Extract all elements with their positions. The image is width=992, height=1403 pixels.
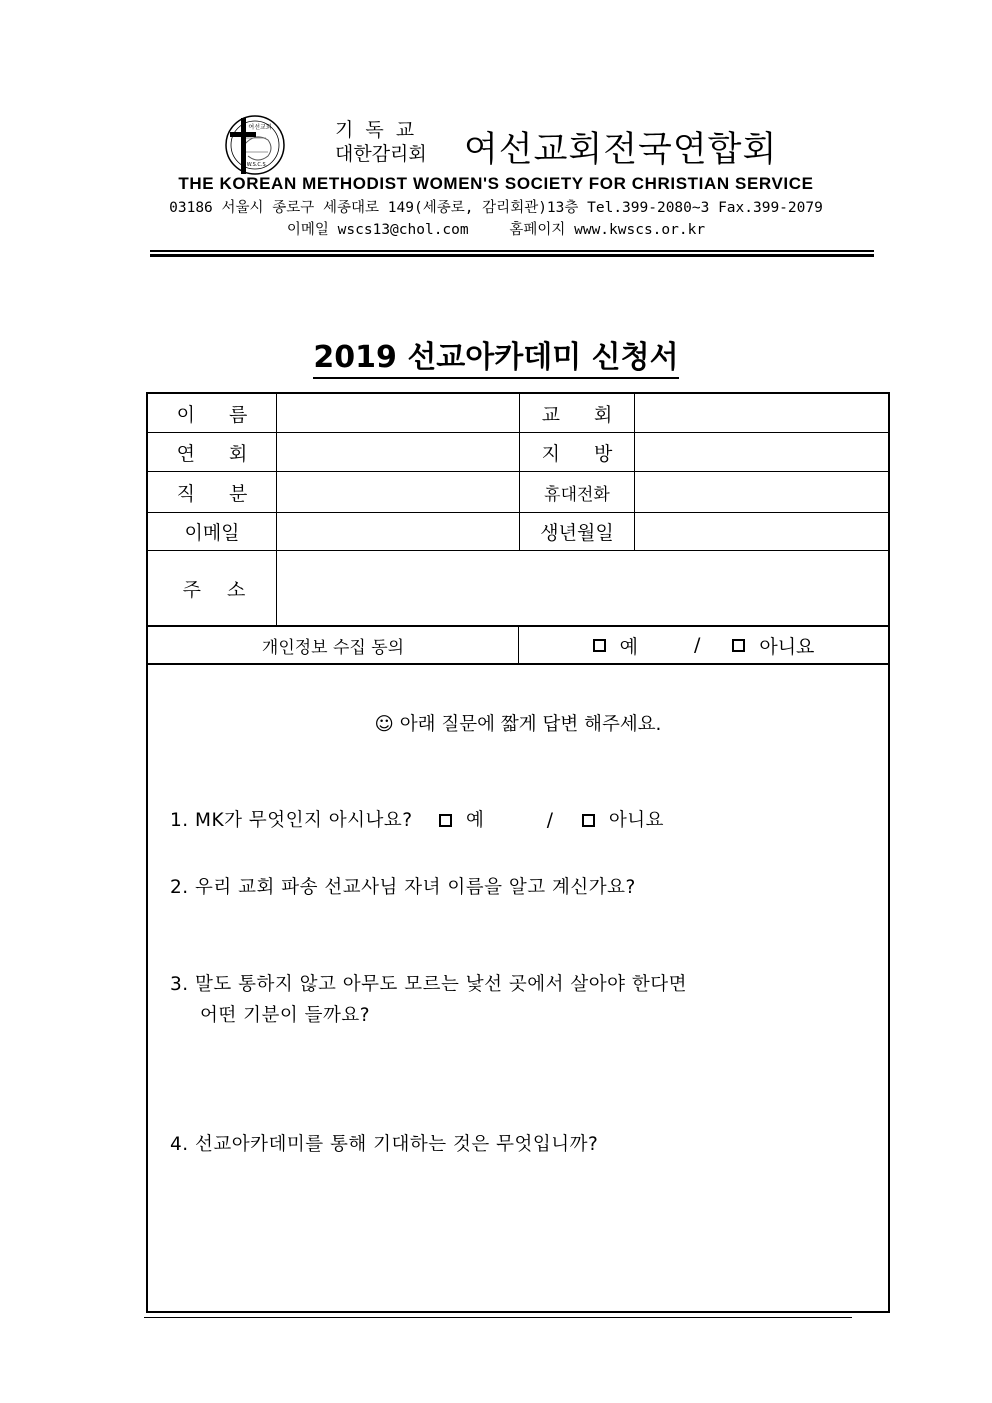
email-field[interactable]	[277, 513, 519, 550]
consent-yes-checkbox[interactable]	[593, 639, 606, 652]
q1-separator: /	[546, 810, 554, 831]
question-1-text: 1. MK가 무엇인지 아시나요?	[170, 810, 413, 831]
question-2: 2. 우리 교회 파송 선교사님 자녀 이름을 알고 계신가요?	[170, 877, 636, 898]
questions-intro: ☺ 아래 질문에 짧게 답변 해주세요.	[374, 714, 662, 735]
questions-section	[148, 665, 888, 1311]
name-field[interactable]	[277, 394, 519, 432]
seal-subtext: W.S.C.S.	[246, 162, 268, 168]
q1-yes-checkbox[interactable]	[439, 814, 452, 827]
seal-text: 여선교회	[248, 124, 272, 131]
conference-label: 연 회	[176, 442, 262, 465]
email-label: 이메일	[184, 522, 240, 544]
district-label: 지 방	[541, 442, 627, 465]
position-label: 직 분	[176, 482, 262, 505]
q1-yes-label: 예	[465, 810, 485, 831]
footer-rule	[144, 1317, 852, 1318]
address-field[interactable]	[277, 551, 888, 625]
org-email: 이메일 wscs13@chol.com	[286, 222, 469, 238]
phone-label: 휴대전화	[544, 484, 610, 505]
conference-field[interactable]	[277, 433, 519, 471]
question-3-line-2: 어떤 기분이 들까요?	[200, 1005, 371, 1026]
page-title: 2019 선교아카데미 신청서	[0, 332, 992, 376]
consent-no-label: 아니요	[759, 635, 815, 658]
church-seal-logo	[224, 114, 286, 176]
header-divider-thick	[150, 254, 874, 257]
consent-label: 개인정보 수집 동의	[261, 637, 405, 658]
birth-field[interactable]	[635, 513, 888, 550]
q1-no-label: 아니요	[608, 810, 664, 831]
consent-options	[519, 627, 888, 663]
application-form	[146, 392, 890, 1313]
header-divider-thin	[150, 250, 874, 252]
question-3-line-1: 3. 말도 통하지 않고 아무도 모르는 낯선 곳에서 살아야 한다면	[170, 974, 687, 995]
question-1	[170, 806, 664, 832]
org-address: 03186 서울시 종로구 세종대로 149(세종로, 감리회관)13층 Tel.399-2080~3 Fax.399-2079	[169, 200, 823, 216]
org-small-title	[335, 118, 427, 166]
church-field[interactable]	[635, 394, 888, 432]
question-4: 4. 선교아카데미를 통해 기대하는 것은 무엇입니까?	[170, 1134, 599, 1155]
consent-yes-label: 예	[619, 635, 638, 658]
address-label: 주 소	[182, 578, 256, 601]
q1-no-checkbox[interactable]	[582, 814, 595, 827]
consent-separator: /	[693, 634, 701, 656]
consent-no-checkbox[interactable]	[732, 639, 745, 652]
org-contact	[0, 218, 992, 239]
phone-field[interactable]	[635, 472, 888, 512]
birth-label: 생년월일	[540, 522, 614, 544]
position-field[interactable]	[277, 472, 519, 512]
org-name: 여선교회전국연합회	[464, 130, 778, 170]
church-label: 교 회	[541, 403, 627, 426]
org-small-line1: 기독교	[335, 119, 427, 141]
name-label: 이 름	[176, 403, 262, 426]
org-small-line2: 대한감리회	[335, 143, 427, 165]
org-name-english: THE KOREAN METHODIST WOMEN'S SOCIETY FOR CHRISTIAN SERVICE	[178, 174, 814, 193]
org-homepage: 홈페이지 www.kwscs.or.kr	[509, 222, 706, 238]
district-field[interactable]	[635, 433, 888, 471]
